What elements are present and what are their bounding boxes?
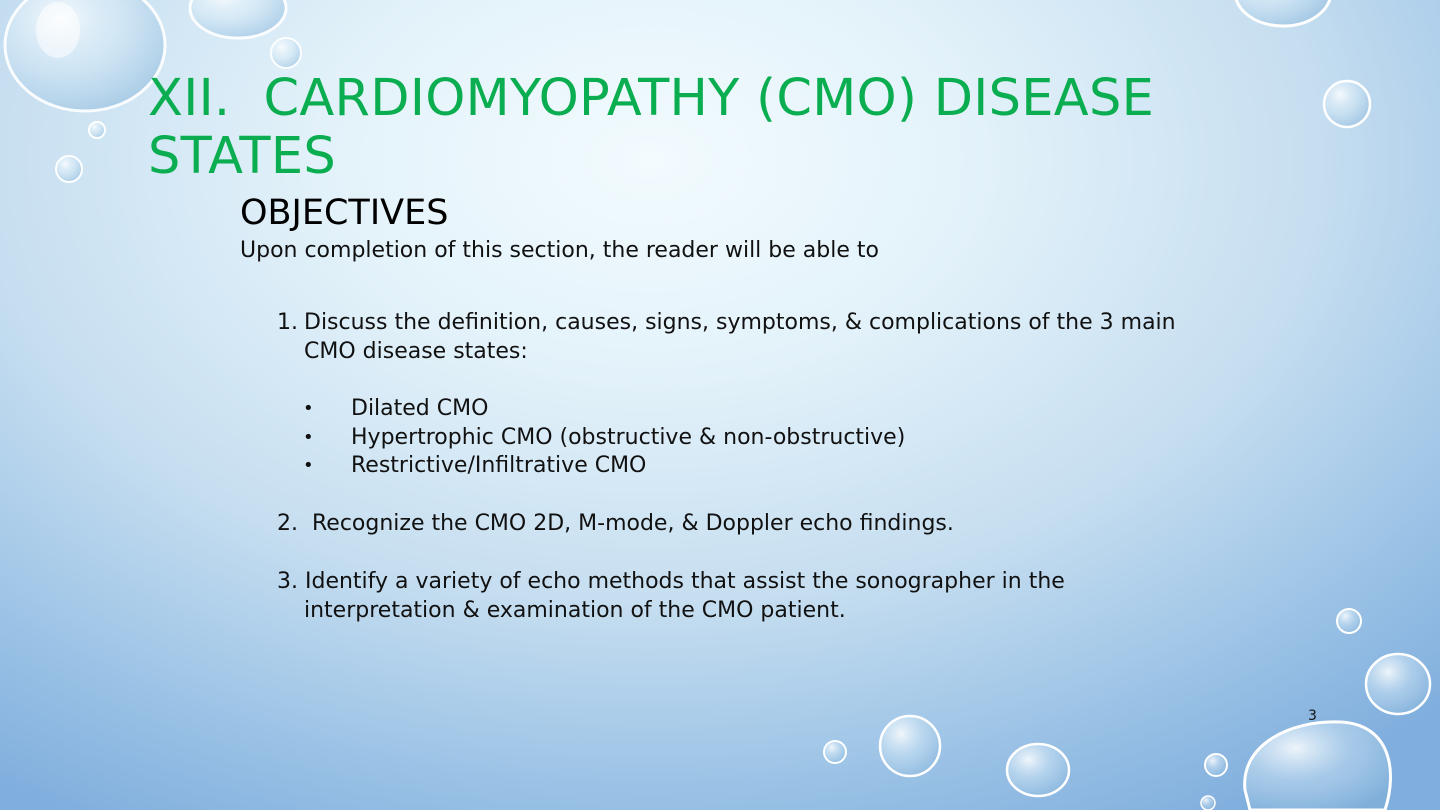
drop-right-small (1337, 609, 1361, 633)
drop-top-right (1235, 0, 1331, 26)
objective-text: Recognize the CMO 2D, M-mode, & Doppler echo findings. (298, 511, 954, 536)
objectives-heading: OBJECTIVES (240, 193, 449, 233)
objective-number: 1. (277, 310, 298, 335)
objective-text-block (277, 568, 1177, 625)
drop-top-small (271, 38, 301, 68)
drop-bottom-center (824, 716, 1069, 796)
disease-state-label: Dilated CMO (351, 396, 489, 421)
objective-item-3 (277, 568, 1177, 625)
slide-title: XII. CARDIOMYOPATHY (CMO) DISEASE STATES (148, 69, 1171, 186)
drop-right-oval (1366, 654, 1430, 714)
disease-state-label: Restrictive/Infiltrative CMO (351, 453, 647, 478)
objective-item-2 (277, 510, 1207, 539)
disease-state-label: Hypertrophic CMO (obstructive & non-obstructive) (351, 424, 906, 450)
drop-top-left-medium (190, 0, 286, 38)
page-number: 3 (1308, 708, 1317, 724)
drop-bottom-right-small (1201, 754, 1227, 810)
objective-number: 2. (277, 511, 298, 536)
objective-item-1 (277, 309, 1207, 366)
drop-left-tiny-2 (56, 156, 82, 182)
drop-top-left-large (5, 0, 165, 111)
bullet-icon: • (303, 455, 314, 476)
objective-text: Identify a variety of echo methods that assist the sonographer in the interpretation & examination of the CMO patient. (298, 569, 1065, 623)
intro-text: Upon completion of this section, the reader will be able to (240, 238, 879, 263)
objective-number: 3. (277, 569, 298, 594)
objective-text: Discuss the definition, causes, signs, symptoms, & complications of the 3 main CMO disease states: (304, 310, 1176, 364)
bullet-icon: • (303, 426, 314, 448)
drop-right-medium (1324, 81, 1370, 127)
bullet-icon: • (303, 398, 314, 419)
drop-bottom-right-large (1245, 722, 1391, 810)
drop-left-tiny-1 (89, 122, 105, 138)
